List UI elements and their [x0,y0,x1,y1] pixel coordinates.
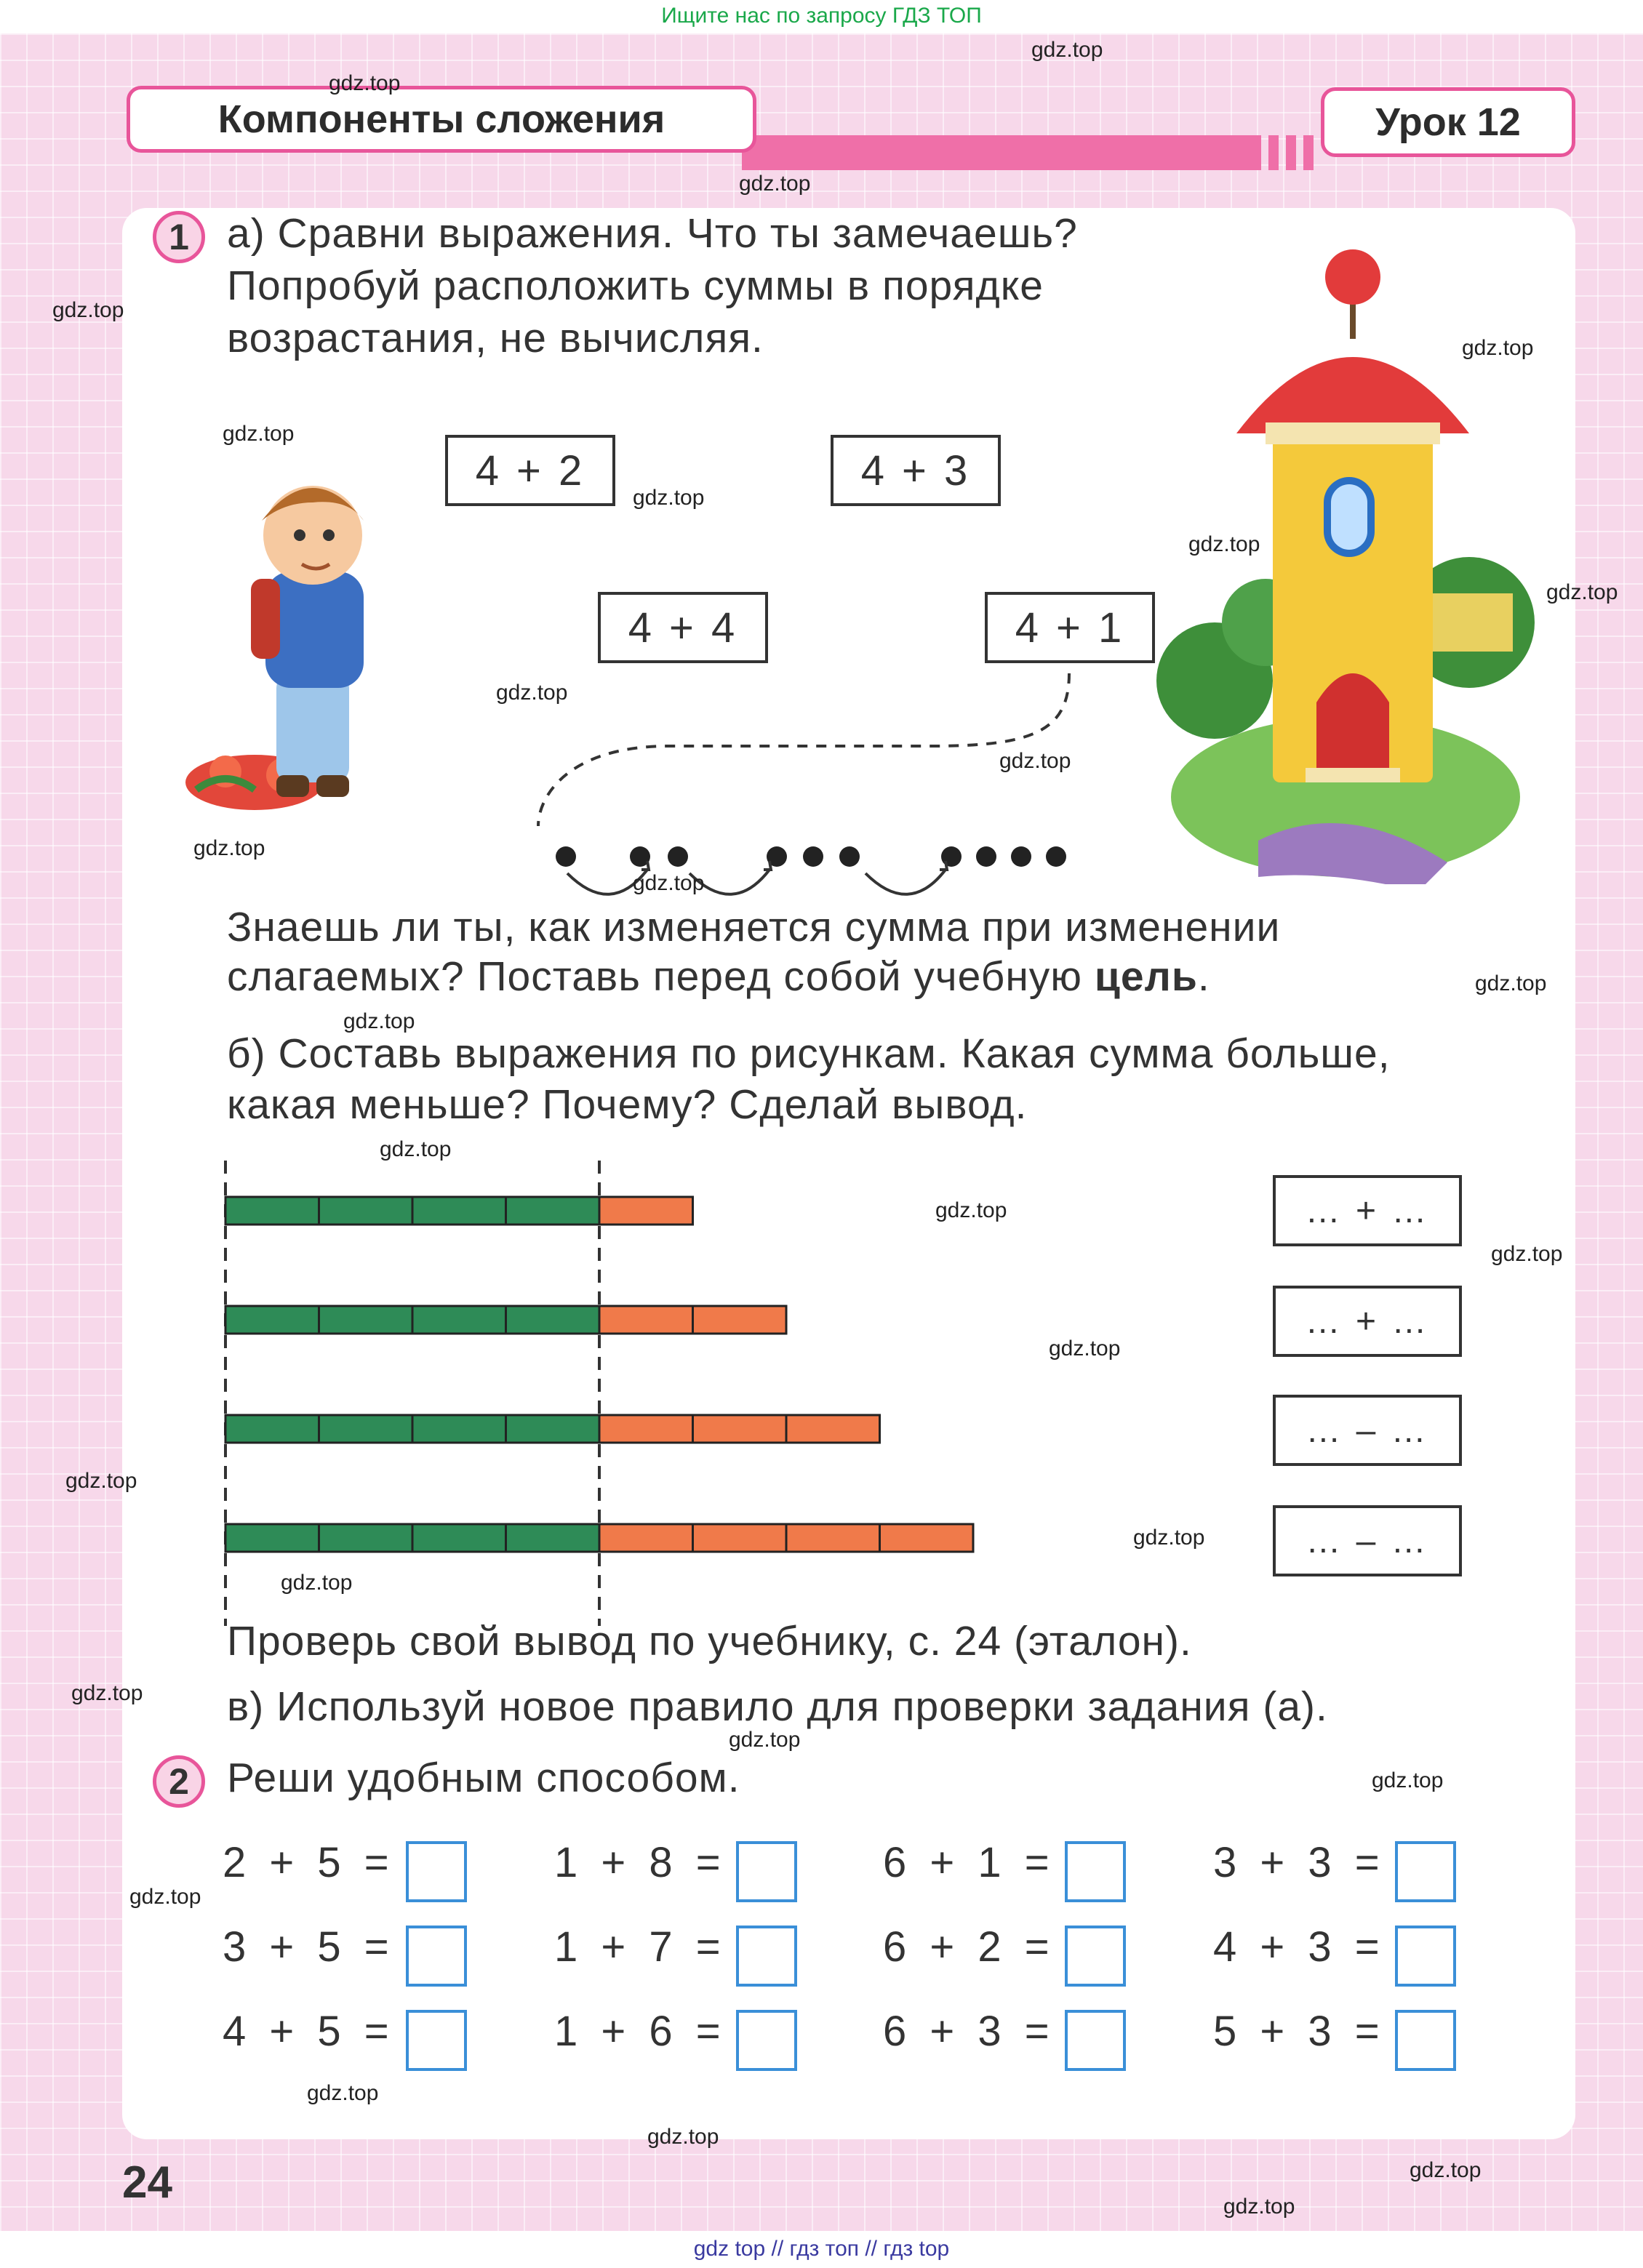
watermark: gdz.top [65,1469,137,1493]
task-2-title: Реши удобным способом. [227,1755,740,1801]
equation-1-plus-7: 1 + 7 = [554,1923,727,1971]
green-segment [412,1306,506,1334]
orange-segment [693,1415,787,1443]
answer-blank-4-1[interactable] [1395,1841,1456,1902]
task-1a-line-1: а) Сравни выражения. Что ты замечаешь? [227,210,1078,257]
watermark: gdz.top [380,1137,452,1161]
lesson-title: Урок 12 [1321,87,1575,157]
watermark: gdz.top [52,298,124,322]
answer-blank-3-2[interactable] [1065,1926,1126,1987]
watermark: gdz.top [307,2081,379,2105]
answer-blank-1-2[interactable] [406,1926,467,1987]
task-1v-line: в) Используй новое правило для проверки задания (а). [227,1683,1328,1730]
goal-word: цель [1094,953,1198,1000]
watermark: gdz.top [1223,2195,1295,2219]
orange-segment [693,1524,787,1552]
bottom-banner: gdz top // гдз топ // гдз top [0,2231,1643,2268]
watermark: gdz.top [1491,1242,1563,1266]
task-1a-line-3: возрастания, не вычисляя. [227,315,764,361]
watermark: gdz.top [1546,580,1618,604]
watermark: gdz.top [999,749,1071,773]
answer-blank-4-3[interactable] [1395,2010,1456,2071]
green-segment [506,1197,600,1225]
watermark: gdz.top [1049,1337,1121,1361]
watermark: gdz.top [71,1681,143,1705]
header-stripe [742,135,1251,170]
green-segment [412,1524,506,1552]
orange-segment [693,1306,787,1334]
boy-illustration [175,441,415,819]
watermark: gdz.top [935,1198,1007,1222]
check-line: Проверь свой вывод по учебнику, с. 24 (эталон). [227,1618,1192,1664]
answer-box-4[interactable]: … – … [1273,1505,1462,1576]
answer-blank-2-2[interactable] [736,1926,797,1987]
expression-box-4-plus-2: 4 + 2 [445,435,615,506]
header-bars [1251,135,1314,170]
orange-segment [786,1415,880,1443]
answer-blank-1-3[interactable] [406,2010,467,2071]
orange-segment [880,1524,974,1552]
workbook-page [0,33,1643,2231]
orange-segment [599,1415,693,1443]
green-segment [225,1306,319,1334]
watermark: gdz.top [223,422,295,446]
watermark: gdz.top [1031,38,1103,62]
answer-blank-3-1[interactable] [1065,1841,1126,1902]
question-line-1: Знаешь ли ты, как изменяется сумма при изменении [227,904,1281,950]
task-1b-line-2: какая меньше? Почему? Сделай вывод. [227,1081,1028,1128]
question-line-2: слагаемых? Поставь перед собой учебную цель. [227,953,1210,1000]
equation-3-plus-5: 3 + 5 = [223,1923,395,1971]
expression-box-4-plus-1: 4 + 1 [985,592,1155,663]
watermark: gdz.top [129,1885,201,1909]
green-segment [225,1524,319,1552]
answer-box-1[interactable]: … + … [1273,1175,1462,1246]
orange-segment [599,1197,693,1225]
orange-segment [599,1524,693,1552]
watermark: gdz.top [1188,532,1260,556]
green-segment [506,1415,600,1443]
green-segment [319,1415,413,1443]
watermark: gdz.top [1372,1768,1444,1792]
equation-5-plus-3: 5 + 3 = [1213,2008,1386,2055]
orange-segment [599,1306,693,1334]
watermark: gdz.top [1410,2158,1482,2182]
dot-sequence-diagram [524,666,1120,913]
green-segment [506,1524,600,1552]
equation-6-plus-3: 6 + 3 = [883,2008,1055,2055]
page-number: 24 [122,2157,172,2208]
equation-4-plus-3: 4 + 3 = [1213,1923,1386,1971]
watermark: gdz.top [496,681,568,705]
watermark: gdz.top [633,486,705,510]
top-banner: Ищите нас по запросу ГДЗ ТОП [0,0,1643,33]
topic-title: Компоненты сложения [127,86,756,153]
watermark: gdz.top [329,71,401,95]
task-2-number: 2 [153,1755,205,1808]
answer-blank-2-1[interactable] [736,1841,797,1902]
watermark: gdz.top [729,1728,801,1752]
answer-blank-2-3[interactable] [736,2010,797,2071]
equation-1-plus-8: 1 + 8 = [554,1839,727,1886]
answer-blank-4-2[interactable] [1395,1926,1456,1987]
green-segment [412,1197,506,1225]
green-segment [319,1306,413,1334]
equation-1-plus-6: 1 + 6 = [554,2008,727,2055]
answer-box-3[interactable]: … – … [1273,1395,1462,1466]
expression-box-4-plus-3: 4 + 3 [831,435,1001,506]
watermark: gdz.top [343,1009,415,1033]
watermark: gdz.top [1475,971,1547,995]
equation-6-plus-2: 6 + 2 = [883,1923,1055,1971]
green-segment [225,1415,319,1443]
green-segment [319,1524,413,1552]
watermark: gdz.top [647,2125,719,2149]
watermark: gdz.top [281,1571,353,1595]
segment-bar-diagram [218,1161,989,1626]
equation-6-plus-1: 6 + 1 = [883,1839,1055,1886]
orange-segment [786,1524,880,1552]
answer-blank-3-3[interactable] [1065,2010,1126,2071]
green-segment [319,1197,413,1225]
answer-box-2[interactable]: … + … [1273,1286,1462,1357]
task-1-number: 1 [153,211,205,263]
green-segment [506,1306,600,1334]
equation-4-plus-5: 4 + 5 = [223,2008,395,2055]
task-1a-line-2: Попробуй расположить суммы в порядке [227,263,1044,309]
answer-blank-1-1[interactable] [406,1841,467,1902]
task-1b-line-1: б) Составь выражения по рисункам. Какая сумма больше, [227,1030,1391,1077]
equation-2-plus-5: 2 + 5 = [223,1839,395,1886]
watermark: gdz.top [1462,336,1534,360]
watermark: gdz.top [739,172,811,196]
watermark: gdz.top [193,836,265,860]
equation-3-plus-3: 3 + 3 = [1213,1839,1386,1886]
expression-box-4-plus-4: 4 + 4 [598,592,768,663]
watermark: gdz.top [633,871,705,895]
green-segment [412,1415,506,1443]
green-segment [225,1197,319,1225]
watermark: gdz.top [1133,1526,1205,1550]
